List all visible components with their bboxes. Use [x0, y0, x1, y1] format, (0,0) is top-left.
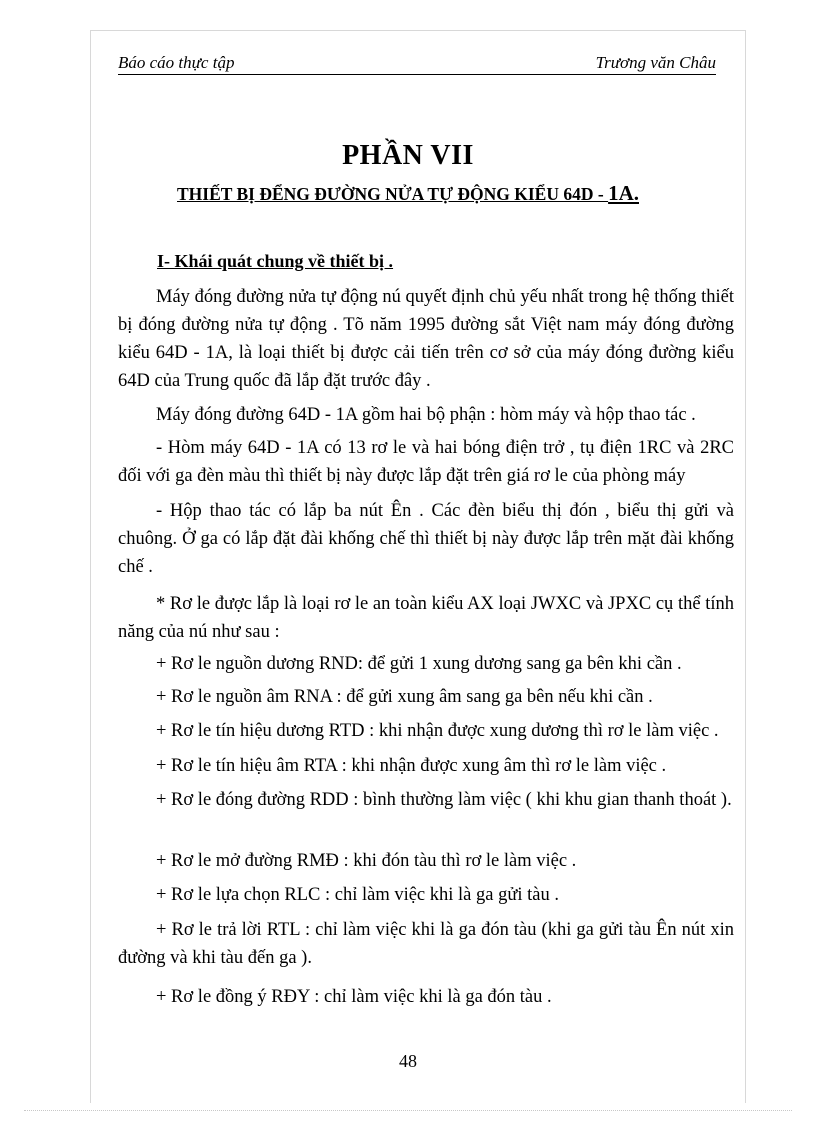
- header-author: Trương văn Châu: [595, 53, 716, 72]
- page-bottom-divider: [24, 1110, 792, 1111]
- part-title: PHẦN VII: [342, 140, 474, 171]
- list-item-rta: + Rơ le tín hiệu âm RTA : khi nhận được xung âm thì rơ le làm việc .: [156, 756, 667, 776]
- paragraph-relay-box: - Hòm máy 64D - 1A có 13 rơ le và hai bóng điện trở , tụ điện 1RC và 2RC đối với ga đèn màu thì thiết bị này được lắp đặt trên giá rơ le của phòng máy: [118, 438, 734, 486]
- page-number: 48: [399, 1051, 417, 1071]
- paragraph-components: Máy đóng đường 64D - 1A gồm hai bộ phận : hòm máy và hộp thao tác .: [156, 405, 696, 425]
- list-item-rdd: + Rơ le đóng đường RDD : bình thường làm việc ( khi khu gian thanh thoát ).: [156, 790, 732, 810]
- list-item-rtd: + Rơ le tín hiệu dương RTD : khi nhận được xung dương thì rơ le làm việc .: [156, 721, 719, 741]
- list-item-rna: + Rơ le nguồn âm RNA : để gửi xung âm sang ga bên nếu khi cần .: [156, 687, 653, 707]
- section-heading: I- Khái quát chung về thiết bị .: [157, 251, 394, 271]
- part-subtitle-tail: 1A.: [608, 181, 639, 205]
- list-item-rtl: + Rơ le trả lời RTL : chỉ làm việc khi là ga đón tàu (khi ga gửi tàu Ên nút xin đường và khi tàu đến ga ).: [118, 920, 734, 968]
- list-item-rlc: + Rơ le lựa chọn RLC : chỉ làm việc khi là ga gửi tàu .: [156, 885, 559, 905]
- list-item-rmd: + Rơ le mở đường RMĐ : khi đón tàu thì rơ le làm việc .: [156, 851, 577, 871]
- paragraph-intro: Máy đóng đường nửa tự động nú quyết định chủ yếu nhất trong hệ thống thiết bị đóng đường nửa tự động . Tõ năm 1995 đường sắt Việt nam máy đóng đường kiểu 64D - 1A, là loại thiết bị được cải tiến trên cơ sở của máy đóng đường kiểu 64D của Trung quốc đã lắp đặt trước đây .: [118, 287, 734, 391]
- header-report-title: Báo cáo thực tập: [118, 53, 235, 72]
- list-item-rdy: + Rơ le đồng ý RĐY : chỉ làm việc khi là ga đón tàu .: [156, 987, 552, 1007]
- part-subtitle-text: THIẾT BỊ ĐỂNG ĐƯỜNG NỬA TỰ ĐỘNG KIỂU 64D -: [177, 184, 609, 204]
- paragraph-control-box: - Hộp thao tác có lắp ba nút Ên . Các đèn biểu thị đón , biểu thị gửi và chuông. Ở ga có lắp đặt đài khống chế thì thiết bị này được lắp trên mặt đài khống chế .: [118, 501, 734, 577]
- running-header: [118, 52, 716, 75]
- paragraph-relay-types: * Rơ le được lắp là loại rơ le an toàn kiểu AX loại JWXC và JPXC cụ thể tính năng của nú như sau :: [118, 594, 734, 642]
- part-subtitle: [0, 181, 816, 206]
- list-item-rnd: + Rơ le nguồn dương RND: để gửi 1 xung dương sang ga bên khi cần .: [156, 654, 682, 674]
